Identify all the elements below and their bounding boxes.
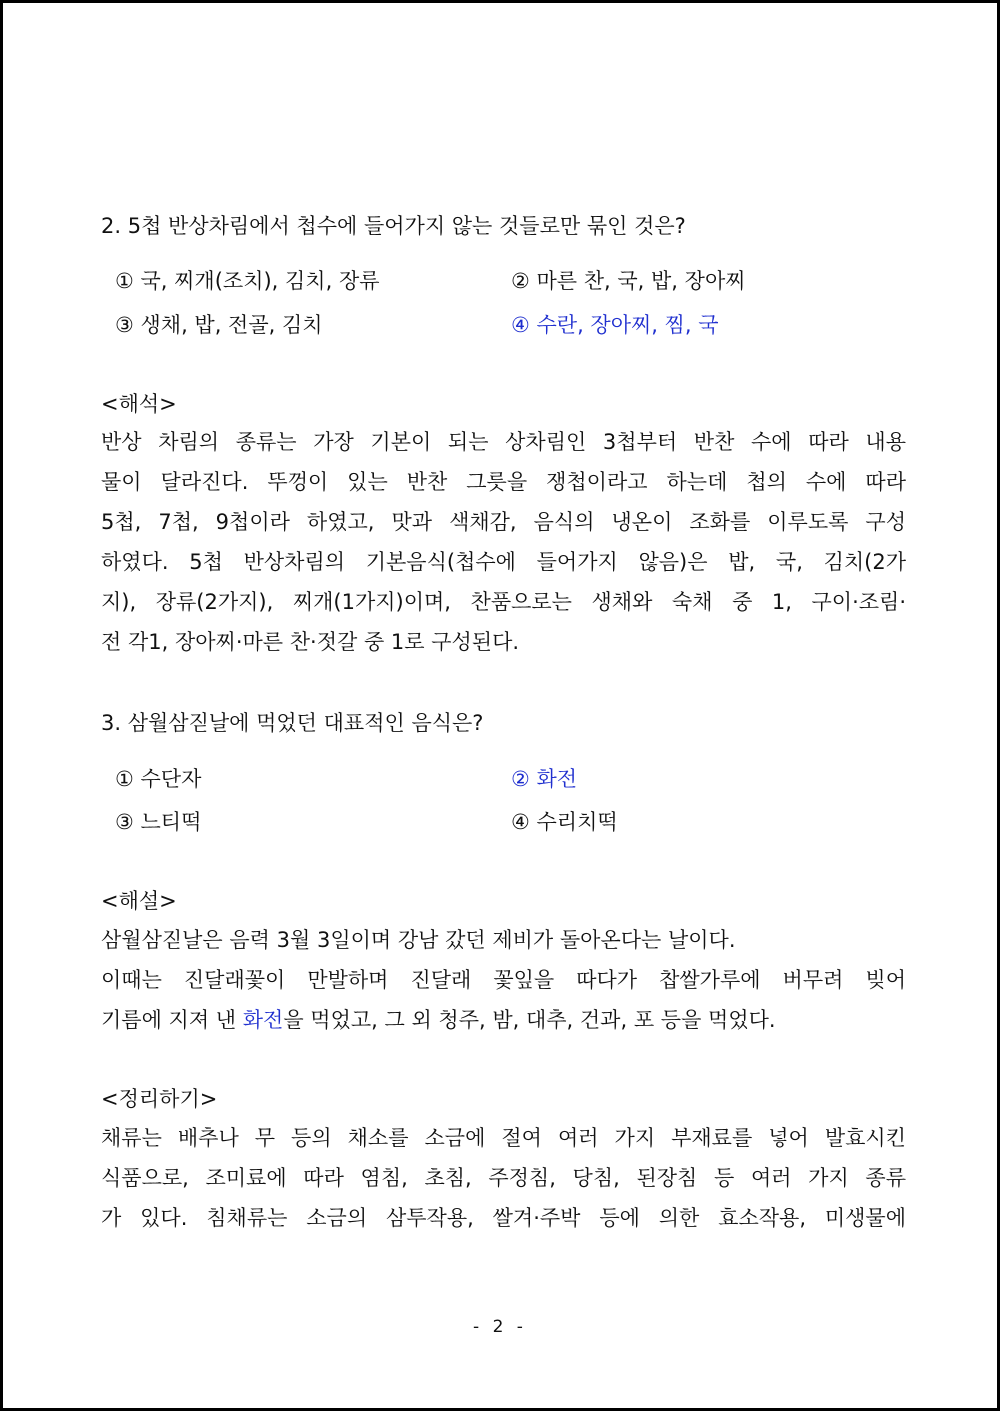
q2-option-1: ① 국, 찌개(조치), 김치, 장류 <box>115 269 380 293</box>
q3-option-1: ① 수단자 <box>115 767 202 791</box>
summary-paragraph <box>101 1118 906 1238</box>
explanation-paragraph <box>101 422 906 662</box>
line-3-suffix: 을 먹었고, 그 외 청주, 밤, 대추, 건과, 포 등을 먹었다. <box>283 1008 776 1032</box>
line-3-prefix: 기름에 지져 낸 <box>101 1008 243 1032</box>
explanation-line: 5첩, 7첩, 9첩이라 하였고, 맛과 색채감, 음식의 냉온이 조화를 이루도록 구성 <box>101 510 906 534</box>
explanation-line: 하였다. 5첩 반상차림의 기본음식(첩수에 들어가지 않음)은 밥, 국, 김치(2가 <box>101 550 906 574</box>
q3-option-4: ④ 수리치떡 <box>511 810 618 834</box>
q2-option-2: ② 마른 찬, 국, 밥, 장아찌 <box>511 269 746 293</box>
question-2-title: 2. 5첩 반상차림에서 첩수에 들어가지 않는 것들로만 묶인 것은? <box>101 214 686 238</box>
explanation-3-paragraph <box>101 920 906 1040</box>
explanation-3-heading: <해설> <box>101 889 177 913</box>
summary-line: 가 있다. 침채류는 소금의 삼투작용, 쌀겨·주박 등에 의한 효소작용, 미생물에 <box>101 1206 906 1230</box>
explanation-line: 반상 차림의 종류는 가장 기본이 되는 상차림인 3첩부터 반찬 수에 따라 내용 <box>101 430 906 454</box>
summary-line: 식품으로, 조미료에 따라 염침, 초침, 주정침, 당침, 된장침 등 여러 가지 종류 <box>101 1166 906 1190</box>
explanation-heading: <해석> <box>101 392 177 416</box>
explanation-3-line-3 <box>101 1000 906 1040</box>
explanation-3-line-2: 이때는 진달래꽃이 만발하며 진달래 꽃잎을 따다가 찹쌀가루에 버무려 빚어 <box>101 968 906 992</box>
q2-option-4-correct: ④ 수란, 장아찌, 찜, 국 <box>511 313 719 337</box>
question-3-title: 3. 삼월삼짇날에 먹었던 대표적인 음식은? <box>101 711 484 735</box>
q3-option-3: ③ 느티떡 <box>115 810 202 834</box>
q2-option-3: ③ 생채, 밥, 전골, 김치 <box>115 313 323 337</box>
explanation-line: 물이 달라진다. 뚜껑이 있는 반찬 그릇을 쟁첩이라고 하는데 첩의 수에 따라 <box>101 470 906 494</box>
explanation-line: 전 각1, 장아찌·마른 찬·젓갈 중 1로 구성된다. <box>101 630 520 654</box>
highlighted-answer: 화전 <box>242 1008 284 1032</box>
q3-option-2-correct: ② 화전 <box>511 767 578 791</box>
summary-line: 채류는 배추나 무 등의 채소를 소금에 절여 여러 가지 부재료를 넣어 발효시킨 <box>101 1126 906 1150</box>
page-number: - 2 - <box>473 1317 527 1337</box>
explanation-line: 지), 장류(2가지), 찌개(1가지)이며, 찬품으로는 생채와 숙채 중 1, 구이·조림· <box>101 590 906 614</box>
explanation-3-line-1: 삼월삼짇날은 음력 3월 3일이며 강남 갔던 제비가 돌아온다는 날이다. <box>101 928 736 952</box>
summary-heading: <정리하기> <box>101 1087 218 1111</box>
